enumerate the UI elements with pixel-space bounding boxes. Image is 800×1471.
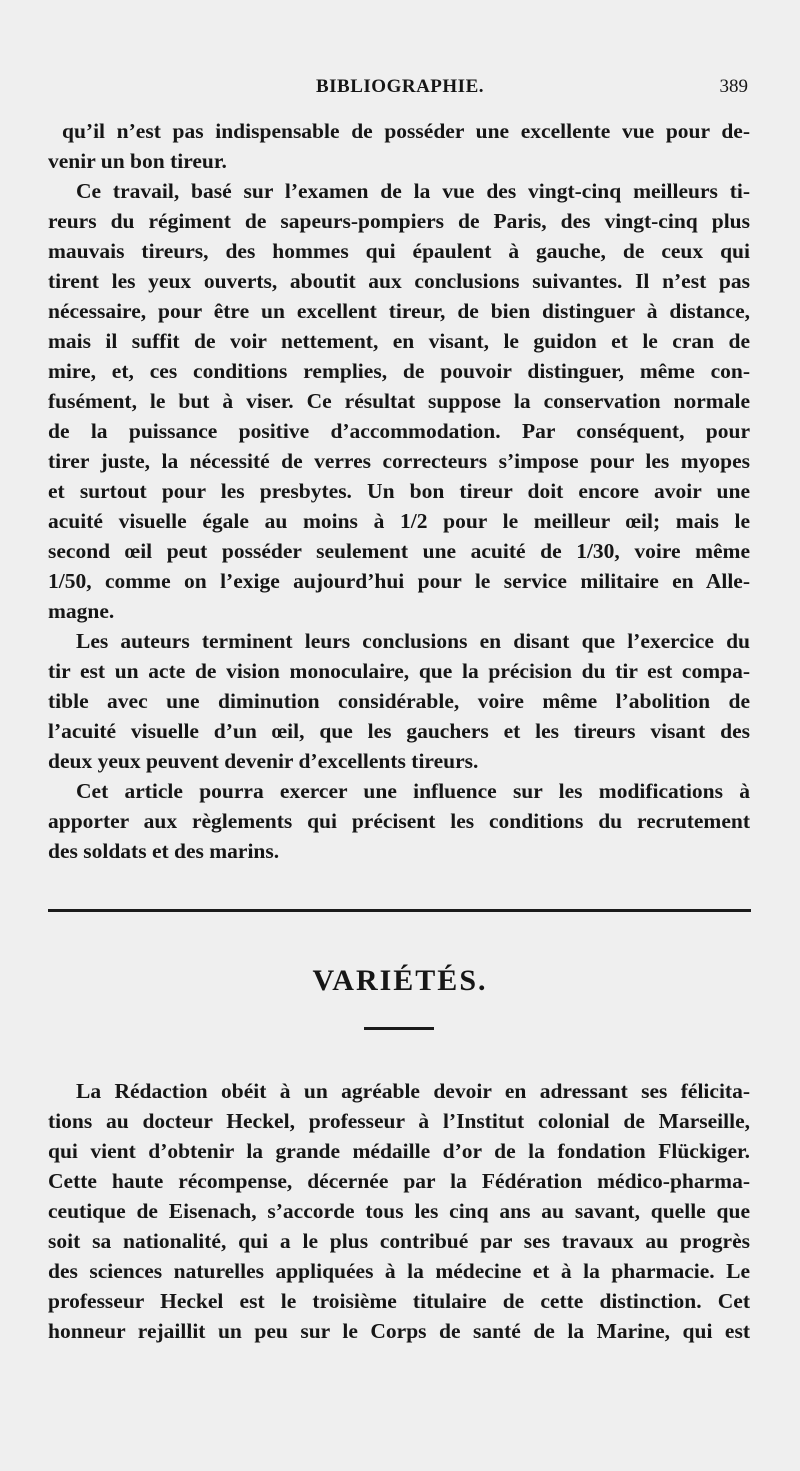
text-line: mire, et, ces conditions remplies, de pouvoir distinguer, même con- bbox=[48, 359, 750, 383]
text-line: fusément, le but à viser. Ce résultat suppose la conservation normale bbox=[48, 389, 750, 413]
text-line: deux yeux peuvent devenir d’excellents tireurs. bbox=[48, 749, 479, 773]
running-title: BIBLIOGRAPHIE. bbox=[315, 76, 484, 97]
page-number: 389 bbox=[719, 76, 748, 97]
text-line: nécessaire, pour être un excellent tireur, de bien distinguer à distance, bbox=[48, 299, 750, 323]
text-line: des sciences naturelles appliquées à la médecine et à la pharmacie. Le bbox=[48, 1259, 750, 1283]
text-line: tions au docteur Heckel, professeur à l’Institut colonial de Marseille, bbox=[48, 1109, 750, 1133]
text-line: et surtout pour les presbytes. Un bon tireur doit encore avoir une bbox=[48, 479, 750, 503]
text-line: honneur rejaillit un peu sur le Corps de santé de la Marine, qui est bbox=[48, 1319, 750, 1343]
text-line: l’acuité visuelle d’un œil, que les gauchers et les tireurs visant des bbox=[48, 719, 750, 743]
text-line: ceutique de Eisenach, s’accorde tous les cinq ans au savant, quelle que bbox=[48, 1199, 750, 1223]
text-line: soit sa nationalité, qui a le plus contribué par ses travaux au progrès bbox=[48, 1229, 750, 1253]
bibliographie-text bbox=[48, 116, 750, 866]
text-line: des soldats et des marins. bbox=[48, 839, 280, 863]
text-line: apporter aux règlements qui précisent les conditions du recrutement bbox=[48, 809, 750, 833]
text-line: qui vient d’obtenir la grande médaille d’or de la fondation Flückiger. bbox=[48, 1139, 750, 1163]
text-line: professeur Heckel est le troisième titulaire de cette distinction. Cet bbox=[48, 1289, 750, 1313]
text-line: Cette haute récompense, décernée par la Fédération médico-pharma- bbox=[48, 1169, 750, 1193]
text-line: reurs du régiment de sapeurs-pompiers de Paris, des vingt-cinq plus bbox=[48, 209, 750, 233]
text-line: acuité visuelle égale au moins à 1/2 pour le meilleur œil; mais le bbox=[48, 509, 750, 533]
text-line: venir un bon tireur. bbox=[48, 149, 227, 173]
text-line: tirer juste, la nécessité de verres correcteurs s’impose pour les myopes bbox=[48, 449, 750, 473]
text-line: magne. bbox=[48, 599, 115, 623]
text-line: 1/50, comme on l’exige aujourd’hui pour le service militaire en Alle- bbox=[48, 569, 750, 593]
text-line: second œil peut posséder seulement une acuité de 1/30, voire même bbox=[48, 539, 750, 563]
text-line: tible avec une diminution considérable, voire même l’abolition de bbox=[48, 689, 750, 713]
text-line: de la puissance positive d’accommodation. Par conséquent, pour bbox=[48, 419, 750, 443]
text-line: La Rédaction obéit à un agréable devoir en adressant ses félicita- bbox=[76, 1079, 750, 1103]
section-divider bbox=[48, 909, 751, 912]
text-line: Cet article pourra exercer une influence sur les modifications à bbox=[76, 779, 750, 803]
text-line: qu’il n’est pas indispensable de posséder une excellente vue pour de- bbox=[62, 119, 750, 143]
text-line: mais il suffit de voir nettement, en visant, le guidon et le cran de bbox=[48, 329, 750, 353]
title-underline bbox=[364, 1027, 434, 1030]
text-line: tirent les yeux ouverts, aboutit aux conclusions suivantes. Il n’est pas bbox=[48, 269, 750, 293]
text-line: mauvais tireurs, des hommes qui épaulent à gauche, de ceux qui bbox=[48, 239, 750, 263]
varietes-text bbox=[48, 1076, 750, 1346]
text-line: Ce travail, basé sur l’examen de la vue des vingt-cinq meilleurs ti- bbox=[76, 179, 750, 203]
text-line: tir est un acte de vision monoculaire, que la précision du tir est compa- bbox=[48, 659, 750, 683]
text-line: Les auteurs terminent leurs conclusions en disant que l’exercice du bbox=[76, 629, 750, 653]
page-header bbox=[48, 76, 752, 102]
section-title: VARIÉTÉS. bbox=[312, 964, 488, 997]
